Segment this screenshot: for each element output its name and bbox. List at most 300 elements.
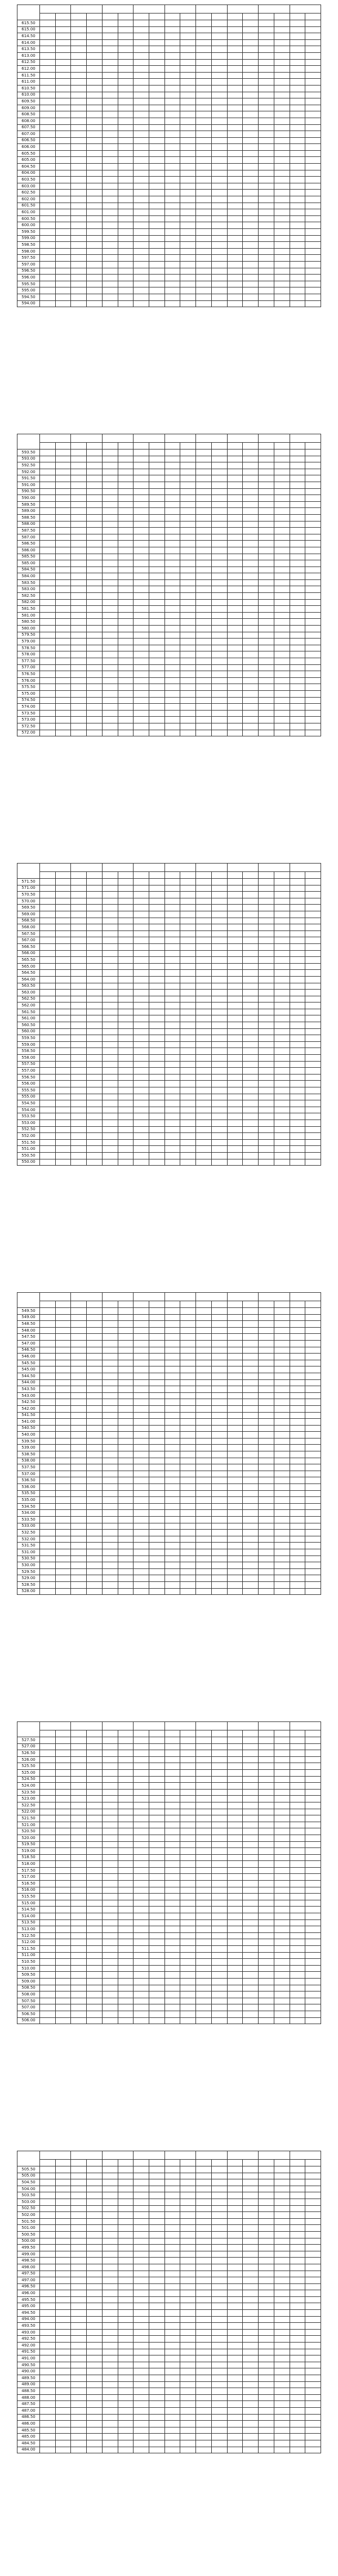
- count-cell: [259, 1068, 274, 1075]
- cumulative-cell: [149, 2245, 165, 2251]
- cumulative-cell: [118, 2011, 134, 2017]
- count-cell: [134, 462, 149, 469]
- table-row: [17, 1340, 321, 1347]
- count-cell: [71, 996, 87, 1002]
- cumulative-cell: [118, 2296, 134, 2303]
- count-cell: [134, 1139, 149, 1146]
- count-subheader: [71, 1730, 87, 1737]
- cumulative-cell: [243, 1159, 259, 1166]
- count-subheader: [40, 14, 56, 20]
- count-cell: [196, 2212, 212, 2219]
- count-cell: [71, 1769, 87, 1776]
- count-cell: [102, 1419, 118, 1426]
- cumulative-cell: [118, 677, 134, 684]
- cumulative-cell: [118, 983, 134, 990]
- count-cell: [227, 645, 243, 651]
- cumulative-cell: [118, 59, 134, 66]
- cumulative-cell: [274, 970, 290, 977]
- count-cell: [196, 1028, 212, 1035]
- count-cell: [290, 1946, 305, 1953]
- cumulative-cell: [55, 1881, 71, 1887]
- count-cell: [259, 508, 274, 515]
- count-cell: [259, 482, 274, 488]
- count-cell: [290, 599, 305, 606]
- table-row: [17, 1354, 321, 1360]
- table-row: [17, 639, 321, 645]
- cumulative-cell: [55, 1763, 71, 1770]
- cumulative-cell: [55, 1769, 71, 1776]
- score-cell: 603.50: [17, 177, 40, 183]
- cumulative-cell: [118, 66, 134, 73]
- count-cell: [227, 118, 243, 124]
- cumulative-cell: [87, 482, 103, 488]
- cumulative-cell: [149, 1009, 165, 1015]
- table-row: [17, 1327, 321, 1334]
- cumulative-cell: [55, 930, 71, 937]
- district-header: [71, 5, 102, 14]
- cumulative-cell: [243, 573, 259, 580]
- count-cell: [196, 1126, 212, 1133]
- cumulative-cell: [55, 1405, 71, 1412]
- cumulative-cell: [305, 1081, 321, 1087]
- count-cell: [196, 528, 212, 534]
- cumulative-cell: [149, 1796, 165, 1802]
- table-row: [17, 1100, 321, 1107]
- cumulative-cell: [149, 1965, 165, 1972]
- count-cell: [134, 33, 149, 40]
- count-cell: [196, 2264, 212, 2271]
- count-cell: [196, 1841, 212, 1848]
- score-cell: 544.50: [17, 1373, 40, 1379]
- cumulative-subheader: [274, 443, 290, 449]
- cumulative-cell: [274, 215, 290, 222]
- cumulative-subheader: [87, 1301, 103, 1308]
- cumulative-cell: [211, 1100, 227, 1107]
- cumulative-cell: [243, 898, 259, 905]
- cumulative-cell: [243, 137, 259, 144]
- count-cell: [196, 157, 212, 164]
- cumulative-cell: [243, 1438, 259, 1445]
- cumulative-cell: [243, 1087, 259, 1094]
- table-row: [17, 1334, 321, 1341]
- count-cell: [227, 1009, 243, 1015]
- count-cell: [164, 222, 180, 229]
- cumulative-cell: [87, 164, 103, 170]
- cumulative-cell: [180, 528, 196, 534]
- count-cell: [102, 606, 118, 613]
- count-cell: [40, 1965, 56, 1972]
- count-cell: [71, 1763, 87, 1770]
- count-cell: [134, 229, 149, 236]
- district-header: [290, 1722, 321, 1730]
- cumulative-cell: [243, 1796, 259, 1802]
- cumulative-cell: [211, 1497, 227, 1504]
- cumulative-cell: [180, 1510, 196, 1517]
- cumulative-cell: [180, 248, 196, 255]
- table-row: [17, 46, 321, 53]
- cumulative-cell: [243, 1894, 259, 1900]
- cumulative-cell: [55, 1510, 71, 1517]
- cumulative-cell: [305, 1802, 321, 1809]
- cumulative-cell: [180, 157, 196, 164]
- cumulative-cell: [118, 2004, 134, 2011]
- count-cell: [71, 645, 87, 651]
- cumulative-cell: [118, 1386, 134, 1393]
- count-cell: [134, 66, 149, 73]
- cumulative-cell: [243, 1009, 259, 1015]
- count-cell: [259, 1314, 274, 1321]
- count-cell: [134, 124, 149, 131]
- count-cell: [164, 1347, 180, 1354]
- count-cell: [71, 1575, 87, 1582]
- cumulative-cell: [149, 684, 165, 691]
- count-cell: [40, 723, 56, 730]
- table-row: [17, 1146, 321, 1153]
- table-row: [17, 1828, 321, 1835]
- cumulative-cell: [305, 658, 321, 665]
- count-cell: [102, 717, 118, 723]
- count-cell: [102, 1035, 118, 1042]
- cumulative-cell: [305, 1159, 321, 1166]
- count-cell: [164, 1015, 180, 1022]
- count-cell: [290, 1894, 305, 1900]
- count-cell: [227, 1536, 243, 1543]
- count-cell: [227, 677, 243, 684]
- count-cell: [290, 1419, 305, 1426]
- count-cell: [196, 606, 212, 613]
- cumulative-cell: [118, 1530, 134, 1536]
- cumulative-cell: [87, 2296, 103, 2303]
- count-cell: [164, 235, 180, 242]
- count-cell: [290, 957, 305, 964]
- count-cell: [196, 730, 212, 736]
- score-cell: 588.00: [17, 521, 40, 528]
- cumulative-cell: [243, 599, 259, 606]
- score-cell: 565.50: [17, 957, 40, 964]
- district-header: [227, 5, 258, 14]
- count-cell: [196, 59, 212, 66]
- cumulative-cell: [211, 599, 227, 606]
- cumulative-cell: [274, 1523, 290, 1530]
- count-cell: [102, 593, 118, 600]
- count-cell: [40, 1419, 56, 1426]
- count-cell: [290, 885, 305, 892]
- count-cell: [290, 46, 305, 53]
- count-cell: [259, 1835, 274, 1841]
- count-cell: [227, 1854, 243, 1861]
- cumulative-cell: [87, 1490, 103, 1497]
- cumulative-cell: [55, 1015, 71, 1022]
- cumulative-cell: [87, 963, 103, 970]
- cumulative-cell: [149, 2199, 165, 2205]
- count-cell: [134, 261, 149, 268]
- count-cell: [102, 462, 118, 469]
- count-cell: [164, 124, 180, 131]
- cumulative-cell: [55, 1107, 71, 1113]
- cumulative-cell: [118, 1035, 134, 1042]
- cumulative-cell: [55, 177, 71, 183]
- cumulative-cell: [87, 704, 103, 711]
- cumulative-cell: [211, 632, 227, 639]
- table-row: [17, 462, 321, 469]
- count-cell: [102, 1536, 118, 1543]
- score-cell: 554.50: [17, 1100, 40, 1107]
- cumulative-cell: [305, 1419, 321, 1426]
- count-cell: [259, 1503, 274, 1510]
- count-cell: [259, 905, 274, 911]
- cumulative-cell: [149, 131, 165, 138]
- cumulative-cell: [87, 275, 103, 281]
- count-cell: [259, 1543, 274, 1549]
- count-cell: [196, 2166, 212, 2173]
- cumulative-cell: [55, 1087, 71, 1094]
- cumulative-cell: [149, 2258, 165, 2264]
- cumulative-cell: [211, 275, 227, 281]
- count-cell: [134, 1991, 149, 1998]
- count-cell: [164, 46, 180, 53]
- count-cell: [71, 1815, 87, 1822]
- cumulative-cell: [274, 723, 290, 730]
- score-cell: 510.00: [17, 1965, 40, 1972]
- count-cell: [164, 98, 180, 105]
- score-cell: 538.00: [17, 1458, 40, 1464]
- score-cell: 589.00: [17, 508, 40, 515]
- count-cell: [102, 905, 118, 911]
- cumulative-cell: [55, 937, 71, 944]
- score-cell: 530.00: [17, 1562, 40, 1569]
- cumulative-cell: [243, 1907, 259, 1913]
- count-cell: [290, 157, 305, 164]
- count-cell: [259, 879, 274, 885]
- cumulative-cell: [55, 547, 71, 554]
- count-cell: [102, 1041, 118, 1048]
- cumulative-cell: [243, 209, 259, 216]
- cumulative-cell: [243, 1828, 259, 1835]
- count-cell: [196, 85, 212, 92]
- cumulative-cell: [180, 1932, 196, 1939]
- cumulative-cell: [149, 645, 165, 651]
- count-cell: [40, 39, 56, 46]
- count-cell: [290, 66, 305, 73]
- table-row: [17, 957, 321, 964]
- cumulative-cell: [243, 1002, 259, 1009]
- cumulative-cell: [149, 1120, 165, 1126]
- count-cell: [71, 1549, 87, 1556]
- cumulative-cell: [243, 2212, 259, 2219]
- cumulative-cell: [180, 1074, 196, 1081]
- cumulative-cell: [211, 1861, 227, 1868]
- score-cell: 561.50: [17, 1009, 40, 1015]
- cumulative-cell: [149, 1002, 165, 1009]
- cumulative-cell: [305, 495, 321, 502]
- cumulative-cell: [274, 1913, 290, 1920]
- count-cell: [290, 1340, 305, 1347]
- table-row: [17, 1055, 321, 1062]
- cumulative-cell: [118, 209, 134, 216]
- cumulative-cell: [211, 111, 227, 118]
- cumulative-cell: [243, 626, 259, 632]
- count-cell: [259, 261, 274, 268]
- count-cell: [40, 593, 56, 600]
- cumulative-cell: [274, 2225, 290, 2232]
- cumulative-cell: [87, 281, 103, 287]
- count-cell: [164, 1549, 180, 1556]
- count-cell: [40, 2258, 56, 2264]
- cumulative-cell: [87, 684, 103, 691]
- cumulative-cell: [305, 1867, 321, 1874]
- cumulative-cell: [211, 1146, 227, 1153]
- count-cell: [71, 579, 87, 586]
- count-cell: [71, 2017, 87, 2024]
- count-cell: [164, 287, 180, 294]
- cumulative-cell: [211, 2004, 227, 2011]
- cumulative-cell: [274, 593, 290, 600]
- cumulative-cell: [87, 1392, 103, 1399]
- district-header: [259, 864, 290, 872]
- count-cell: [227, 209, 243, 216]
- district-header: [227, 1293, 258, 1301]
- count-cell: [196, 144, 212, 151]
- cumulative-cell: [274, 996, 290, 1002]
- count-cell: [71, 639, 87, 645]
- cumulative-cell: [180, 2212, 196, 2219]
- cumulative-cell: [305, 1041, 321, 1048]
- count-cell: [71, 1536, 87, 1543]
- count-cell: [196, 1809, 212, 1815]
- count-cell: [102, 482, 118, 488]
- count-cell: [134, 105, 149, 111]
- score-cell: 605.50: [17, 150, 40, 157]
- count-cell: [259, 281, 274, 287]
- count-cell: [40, 1530, 56, 1536]
- count-cell: [102, 268, 118, 275]
- cumulative-cell: [274, 1756, 290, 1763]
- cumulative-subheader: [118, 872, 134, 879]
- cumulative-cell: [274, 268, 290, 275]
- count-cell: [227, 1321, 243, 1328]
- cumulative-cell: [243, 1035, 259, 1042]
- cumulative-cell: [180, 177, 196, 183]
- count-cell: [102, 1776, 118, 1783]
- cumulative-cell: [211, 488, 227, 495]
- count-cell: [196, 20, 212, 27]
- count-cell: [40, 1926, 56, 1933]
- score-cell: 598.00: [17, 248, 40, 255]
- count-cell: [196, 1458, 212, 1464]
- count-cell: [259, 963, 274, 970]
- count-cell: [164, 196, 180, 203]
- cumulative-cell: [149, 177, 165, 183]
- score-cell: 608.00: [17, 118, 40, 124]
- cumulative-cell: [55, 1796, 71, 1802]
- cumulative-cell: [211, 1028, 227, 1035]
- cumulative-cell: [305, 704, 321, 711]
- table-row: [17, 111, 321, 118]
- count-cell: [290, 1503, 305, 1510]
- count-cell: [164, 1861, 180, 1868]
- cumulative-cell: [87, 1419, 103, 1426]
- cumulative-cell: [118, 242, 134, 249]
- count-cell: [71, 723, 87, 730]
- cumulative-cell: [305, 1120, 321, 1126]
- cumulative-cell: [55, 137, 71, 144]
- count-cell: [290, 606, 305, 613]
- cumulative-cell: [87, 1107, 103, 1113]
- cumulative-cell: [55, 717, 71, 723]
- cumulative-cell: [55, 1835, 71, 1841]
- count-cell: [196, 1373, 212, 1379]
- count-cell: [164, 469, 180, 475]
- count-cell: [259, 1015, 274, 1022]
- cumulative-cell: [180, 730, 196, 736]
- count-cell: [259, 1776, 274, 1783]
- count-cell: [134, 1308, 149, 1315]
- count-cell: [259, 554, 274, 560]
- cumulative-cell: [243, 1841, 259, 1848]
- count-cell: [164, 1854, 180, 1861]
- count-cell: [227, 723, 243, 730]
- count-subheader: [196, 1301, 212, 1308]
- cumulative-cell: [305, 1881, 321, 1887]
- count-cell: [227, 534, 243, 541]
- cumulative-cell: [149, 1841, 165, 1848]
- count-cell: [290, 131, 305, 138]
- cumulative-cell: [274, 1094, 290, 1100]
- table-row: [17, 1074, 321, 1081]
- cumulative-cell: [274, 1802, 290, 1809]
- count-cell: [227, 482, 243, 488]
- cumulative-cell: [87, 1568, 103, 1575]
- cumulative-cell: [118, 521, 134, 528]
- cumulative-cell: [87, 950, 103, 957]
- cumulative-cell: [211, 203, 227, 209]
- count-cell: [164, 1881, 180, 1887]
- cumulative-cell: [180, 943, 196, 950]
- cumulative-cell: [118, 1048, 134, 1055]
- count-cell: [134, 1107, 149, 1113]
- count-cell: [227, 626, 243, 632]
- cumulative-cell: [149, 1946, 165, 1953]
- count-cell: [102, 1743, 118, 1750]
- score-cell: 574.00: [17, 704, 40, 711]
- count-cell: [134, 2017, 149, 2024]
- table-row: [17, 190, 321, 196]
- count-cell: [196, 1536, 212, 1543]
- count-cell: [40, 651, 56, 658]
- count-cell: [71, 495, 87, 502]
- count-cell: [259, 294, 274, 300]
- count-cell: [196, 1783, 212, 1790]
- score-cell: 498.00: [17, 2264, 40, 2271]
- cumulative-cell: [211, 554, 227, 560]
- count-subheader: [134, 1301, 149, 1308]
- count-cell: [134, 183, 149, 190]
- count-cell: [164, 1321, 180, 1328]
- count-cell: [40, 495, 56, 502]
- count-cell: [102, 2205, 118, 2212]
- cumulative-cell: [305, 1815, 321, 1822]
- score-cell: 506.00: [17, 2017, 40, 2024]
- cumulative-cell: [180, 586, 196, 593]
- count-cell: [40, 1991, 56, 1998]
- cumulative-cell: [211, 1432, 227, 1438]
- count-cell: [164, 1900, 180, 1907]
- cumulative-cell: [305, 1477, 321, 1484]
- cumulative-cell: [87, 1588, 103, 1595]
- count-cell: [259, 1055, 274, 1062]
- cumulative-cell: [243, 1386, 259, 1393]
- cumulative-cell: [211, 606, 227, 613]
